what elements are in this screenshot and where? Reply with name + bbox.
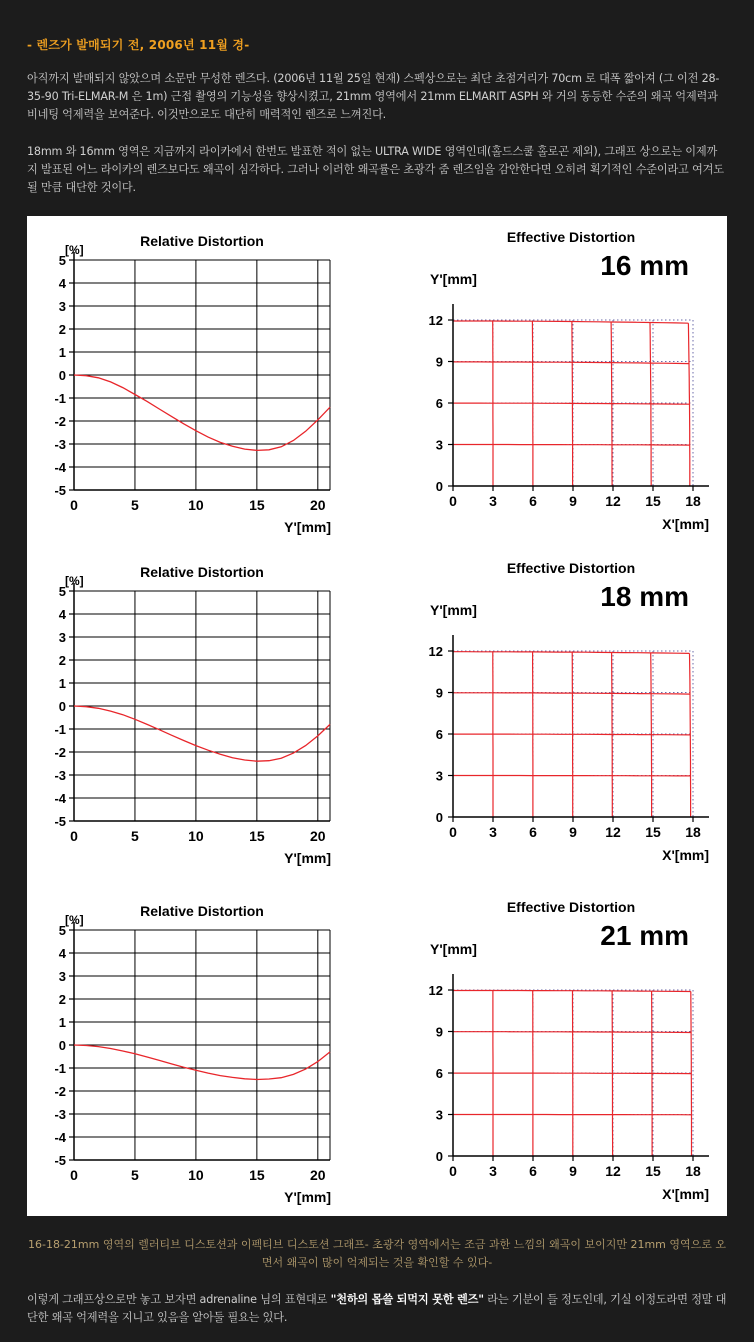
relative-x-tick-label: 20 — [310, 828, 326, 844]
effective-x-tick-label: 3 — [489, 824, 497, 840]
relative-x-tick-label: 10 — [188, 828, 204, 844]
effective-y-tick-label: 6 — [435, 396, 443, 411]
relative-y-tick-label: -1 — [54, 722, 66, 737]
relative-x-tick-label: 10 — [188, 1167, 204, 1183]
effective-y-tick-label: 9 — [435, 354, 443, 370]
effective-x-tick-label: 15 — [645, 824, 661, 840]
effective-x-tick-label: 6 — [529, 493, 537, 509]
effective-distorted-line-v — [572, 652, 573, 817]
relative-x-tick-label: 20 — [310, 1167, 326, 1183]
figure-caption: 16-18-21mm 영역의 렐러티브 디스토션과 이펙티브 디스토션 그래프- 초광각 영역에서는 조금 과한 느낌의 왜곡이 보이지만 21mm 영역으로 오면서 왜곡이 많이 억제되는 것을 확인할 수 있다- — [28, 1238, 726, 1269]
relative-y-tick-label: 5 — [58, 584, 66, 599]
effective-y-tick-label: 9 — [435, 1024, 443, 1040]
relative-y-tick-label: 0 — [58, 368, 66, 383]
effective-x-tick-label: 0 — [449, 1163, 457, 1179]
closing-emphasis: "천하의 몹쓸 되먹지 못한 렌즈" — [330, 1293, 484, 1306]
relative-y-tick-label: 2 — [58, 322, 66, 337]
effective-x-tick-label: 15 — [645, 1163, 661, 1179]
relative-x-axis-label: Y'[mm] — [284, 850, 331, 866]
relative-x-axis-label: Y'[mm] — [284, 1189, 331, 1205]
relative-y-tick-label: -4 — [54, 1130, 66, 1145]
focal-length-label: 21 mm — [600, 920, 689, 951]
effective-y-tick-label: 3 — [435, 437, 443, 453]
relative-x-tick-label: 5 — [131, 1167, 139, 1183]
effective-x-tick-label: 9 — [569, 1163, 577, 1179]
relative-x-tick-label: 15 — [249, 828, 265, 844]
relative-distortion-line — [74, 706, 330, 761]
relative-x-tick-label: 5 — [131, 497, 139, 513]
distortion-charts-svg — [27, 216, 727, 1216]
effective-x-tick-label: 6 — [529, 1163, 537, 1179]
relative-x-axis-label: Y'[mm] — [284, 519, 331, 535]
effective-x-tick-label: 12 — [605, 1163, 621, 1179]
effective-distorted-line-v — [691, 992, 692, 1157]
relative-y-tick-label: -1 — [54, 1061, 66, 1076]
relative-y-tick-label: 2 — [58, 653, 66, 668]
relative-y-tick-label: -4 — [54, 460, 66, 475]
effective-distorted-line-h — [453, 734, 690, 735]
effective-x-tick-label: 18 — [685, 1163, 701, 1179]
relative-y-tick-label: 0 — [58, 699, 66, 714]
effective-x-axis-label: X'[mm] — [662, 1186, 709, 1202]
relative-y-tick-label: -3 — [54, 437, 66, 452]
effective-distorted-line-v — [612, 653, 613, 818]
relative-x-tick-label: 15 — [249, 1167, 265, 1183]
relative-x-tick-label: 20 — [310, 497, 326, 513]
relative-y-tick-label: 3 — [58, 969, 66, 984]
relative-y-tick-label: 5 — [58, 923, 66, 938]
relative-y-tick-label: -2 — [54, 1084, 66, 1099]
effective-x-tick-label: 3 — [489, 493, 497, 509]
relative-y-tick-label: 5 — [58, 253, 66, 268]
relative-chart-title: Relative Distortion — [140, 233, 264, 249]
effective-y-tick-label: 6 — [435, 727, 443, 742]
relative-y-tick-label: -5 — [54, 483, 66, 498]
effective-y-tick-label: 12 — [428, 644, 443, 659]
relative-x-tick-label: 0 — [70, 497, 78, 513]
relative-y-tick-label: 4 — [58, 946, 66, 961]
relative-chart-title: Relative Distortion — [140, 903, 264, 919]
effective-chart-title: Effective Distortion — [506, 560, 636, 576]
effective-y-axis-label: Y'[mm] — [430, 941, 477, 957]
relative-y-tick-label: -2 — [54, 745, 66, 760]
effective-y-tick-label: 9 — [435, 685, 443, 701]
focal-length-label: 16 mm — [600, 250, 689, 281]
relative-y-tick-label: -4 — [54, 791, 66, 806]
relative-y-tick-label: 4 — [58, 607, 66, 622]
effective-x-tick-label: 9 — [569, 824, 577, 840]
relative-y-tick-label: 1 — [58, 1015, 66, 1030]
relative-y-tick-label: -5 — [54, 814, 66, 829]
effective-x-tick-label: 3 — [489, 1163, 497, 1179]
effective-y-tick-label: 0 — [435, 810, 443, 825]
effective-x-tick-label: 9 — [569, 493, 577, 509]
effective-chart-title: Effective Distortion — [506, 899, 636, 915]
effective-distorted-line-v — [572, 322, 573, 487]
closing-text-after: 라는 기분이 들 정도인데, 기실 이정도라면 정말 대단한 왜곡 억제력을 지니고 있음을 알아둘 필요는 있다. — [27, 1293, 727, 1324]
distortion-figure — [27, 216, 727, 1216]
effective-y-tick-label: 0 — [435, 1149, 443, 1164]
relative-y-tick-label: 0 — [58, 1038, 66, 1053]
relative-distortion-line — [74, 1045, 330, 1080]
effective-x-axis-label: X'[mm] — [662, 847, 709, 863]
closing-paragraph — [27, 1291, 727, 1327]
relative-y-tick-label: 1 — [58, 676, 66, 691]
focal-length-label: 18 mm — [600, 581, 689, 612]
effective-x-tick-label: 12 — [605, 493, 621, 509]
relative-x-tick-label: 0 — [70, 828, 78, 844]
relative-y-tick-label: -3 — [54, 1107, 66, 1122]
relative-y-tick-label: -2 — [54, 414, 66, 429]
effective-distorted-line-v — [611, 322, 612, 486]
effective-y-tick-label: 6 — [435, 1066, 443, 1081]
effective-y-tick-label: 3 — [435, 768, 443, 784]
effective-distorted-line-h — [453, 652, 690, 654]
effective-x-tick-label: 6 — [529, 824, 537, 840]
effective-distorted-line-v — [651, 653, 652, 817]
relative-distortion-line — [74, 375, 330, 450]
effective-y-tick-label: 12 — [428, 313, 443, 328]
effective-y-tick-label: 3 — [435, 1107, 443, 1123]
effective-x-tick-label: 0 — [449, 824, 457, 840]
effective-distorted-line-v — [532, 321, 533, 486]
relative-y-tick-label: 2 — [58, 992, 66, 1007]
effective-distorted-line-v — [652, 991, 653, 1156]
relative-y-unit-label: [%] — [65, 574, 84, 588]
relative-x-tick-label: 0 — [70, 1167, 78, 1183]
relative-x-tick-label: 5 — [131, 828, 139, 844]
relative-x-tick-label: 15 — [249, 497, 265, 513]
effective-x-tick-label: 18 — [685, 493, 701, 509]
effective-x-axis-label: X'[mm] — [662, 516, 709, 532]
relative-y-unit-label: [%] — [65, 243, 84, 257]
intro-paragraph: 아직까지 발매되지 않았으며 소문만 무성한 렌즈다. (2006년 11월 25일 현재) 스펙상으로는 최단 초점거리가 70cm 로 대폭 짧아져 (그 이전 28-35-90 Tri-ELMAR-M 은 1m) 근접 촬영의 기능성을 향상시켰고, 21mm 영역에서 21mm ELMARIT ASPH 와 거의 동등한 수준의 왜곡 억제력과 비네팅 억제력을 보여준다. 이것만으로도 대단히 매력적인 렌즈로 느껴진다. — [27, 72, 720, 121]
relative-y-tick-label: -3 — [54, 768, 66, 783]
effective-y-axis-label: Y'[mm] — [430, 271, 477, 287]
relative-x-tick-label: 10 — [188, 497, 204, 513]
effective-distorted-line-h — [453, 362, 689, 364]
relative-chart-title: Relative Distortion — [140, 564, 264, 580]
ultra-wide-paragraph: 18mm 와 16mm 영역은 지금까지 라이카에서 한번도 발표한 적이 없는 ULTRA WIDE 영역인데(홀드스쿨 홀로곤 제외), 그래프 상으로는 이제까지 발표된 어느 라이카의 렌즈보다도 왜곡이 심각하다. 그러나 이러한 왜곡률은 초광각 줌 렌즈임을 감안한다면 오히려 획기적인 수준이라고 여겨도 될 만큼 대단한 것이다. — [27, 145, 724, 194]
closing-text-before: 이렇게 그래프상으로만 놓고 보자면 adrenaline 님의 표현대로 — [27, 1293, 331, 1306]
relative-y-tick-label: -1 — [54, 391, 66, 406]
relative-y-unit-label: [%] — [65, 913, 84, 927]
relative-y-tick-label: -5 — [54, 1153, 66, 1168]
effective-y-axis-label: Y'[mm] — [430, 602, 477, 618]
effective-x-tick-label: 15 — [645, 493, 661, 509]
relative-y-tick-label: 4 — [58, 276, 66, 291]
effective-y-tick-label: 0 — [435, 479, 443, 494]
page-heading: - 렌즈가 발매되기 전, 2006년 11월 경- — [27, 38, 250, 52]
effective-chart-title: Effective Distortion — [506, 229, 636, 245]
effective-distorted-line-v — [612, 991, 613, 1156]
relative-y-tick-label: 1 — [58, 345, 66, 360]
effective-x-tick-label: 0 — [449, 493, 457, 509]
effective-y-tick-label: 12 — [428, 983, 443, 998]
effective-x-tick-label: 18 — [685, 824, 701, 840]
relative-y-tick-label: 3 — [58, 299, 66, 314]
effective-x-tick-label: 12 — [605, 824, 621, 840]
relative-y-tick-label: 3 — [58, 630, 66, 645]
effective-distorted-line-h — [453, 445, 690, 446]
